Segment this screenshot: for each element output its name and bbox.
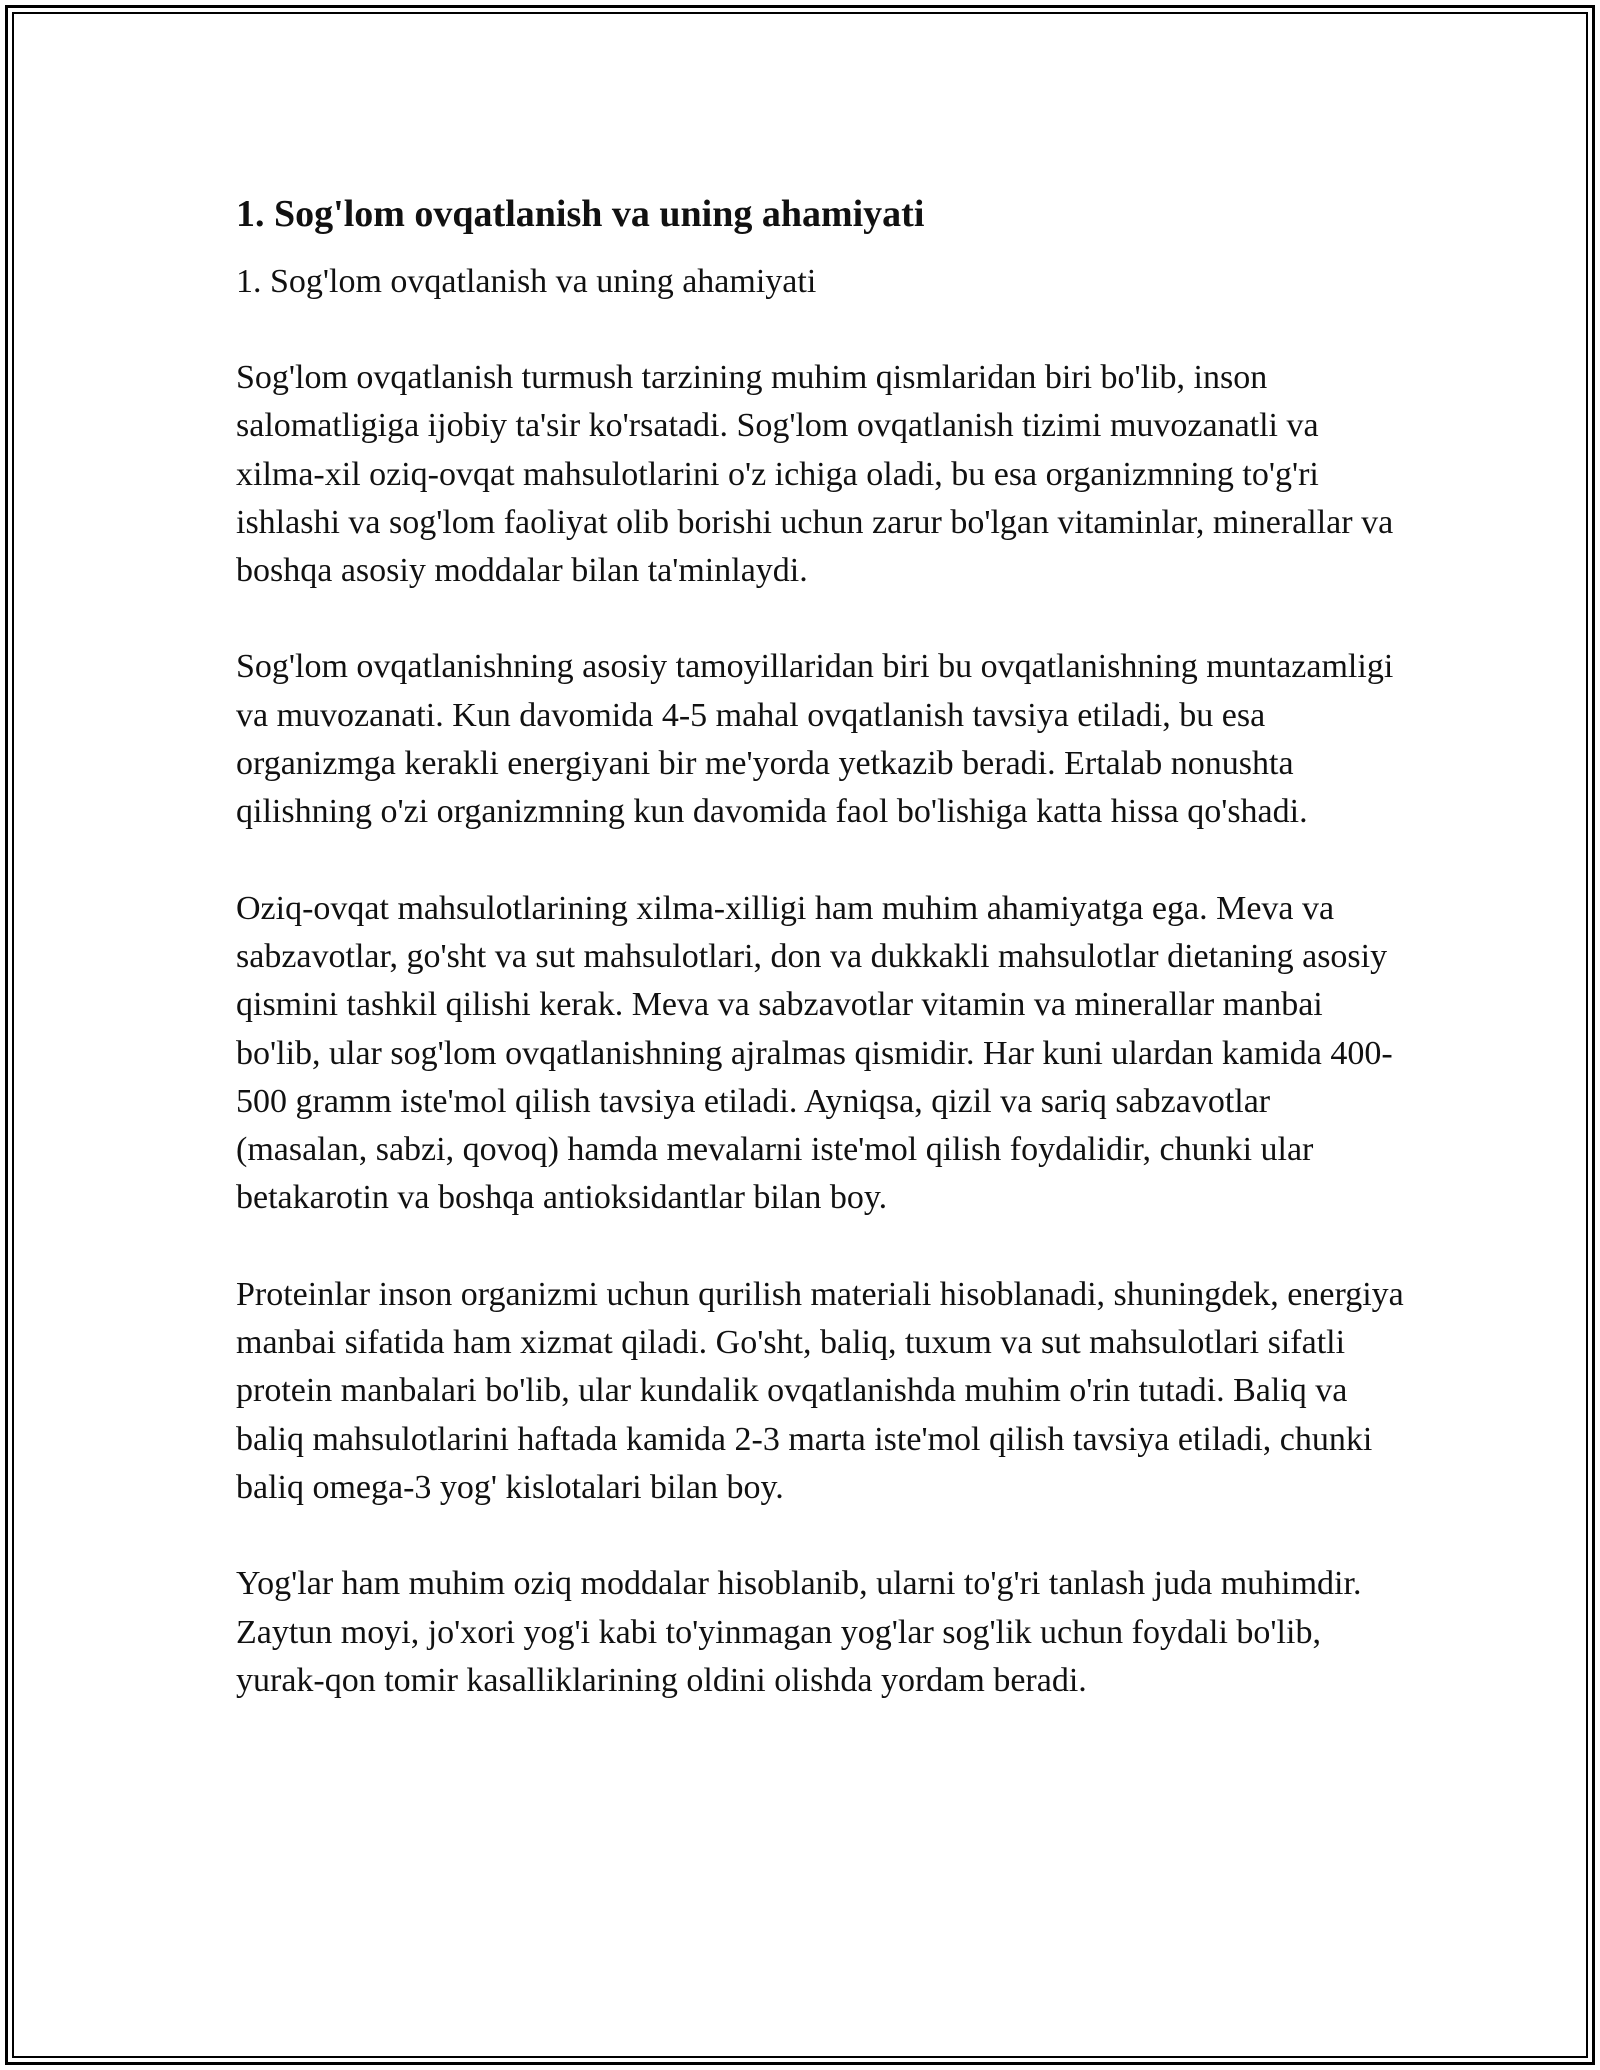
document-subtitle: 1. Sog'lom ovqatlanish va uning ahamiyati	[236, 263, 817, 300]
paragraph-1: Sog'lom ovqatlanish turmush tarzining muhim qismlaridan biri bo'lib, inson salomatligiga ijobiy ta'sir ko'rsatadi. Sog'lom ovqatlanish tizimi muvozanatli va xilma-xil oziq-ovqat mahsulotlarini o'z ichiga oladi, bu esa organizmning to'g'ri ishlashi va sog'lom faoliyat olib borishi uchun zarur bo'lgan vitaminlar, minerallar va boshqa asosiy moddalar bilan ta'minlaydi.	[236, 359, 1394, 590]
document-title: 1. Sog'lom ovqatlanish va uning ahamiyati	[236, 193, 925, 235]
paragraph-3: Oziq-ovqat mahsulotlarining xilma-xilligi ham muhim ahamiyatga ega. Meva va sabzavotlar, go'sht va sut mahsulotlari, don va dukkakli mahsulotlar dietaning asosiy qismini tashkil qilishi kerak. Meva va sabzavotlar vitamin va minerallar manbai bo'lib, ular sog'lom ovqatlanishning ajralmas qismidir. Har kuni ulardan kamida 400-500 gramm iste'mol qilish tavsiya etiladi. Ayniqsa, qizil va sariq sabzavotlar (masalan, sabzi, qovoq) hamda mevalarni iste'mol qilish foydalidir, chunki ular betakarotin va boshqa antioksidantlar bilan boy.	[236, 889, 1393, 1217]
paragraph-4: Proteinlar inson organizmi uchun qurilish materiali hisoblanadi, shuningdek, energiya manbai sifatida ham xizmat qiladi. Go'sht, baliq, tuxum va sut mahsulotlari sifatli protein manbalari bo'lib, ular kundalik ovqatlanishda muhim o'rin tutadi. Baliq va baliq mahsulotlarini haftada kamida 2-3 marta iste'mol qilish tavsiya etiladi, chunki baliq omega-3 yog' kislotalari bilan boy.	[236, 1275, 1404, 1506]
paragraph-5: Yog'lar ham muhim oziq moddalar hisoblanib, ularni to'g'ri tanlash juda muhimdir. Zaytun moyi, jo'xori yog'i kabi to'yinmagan yog'lar sog'lik uchun foydali bo'lib, yurak-qon tomir kasalliklarining oldini olishda yordam beradi.	[236, 1565, 1362, 1699]
paragraph-2: Sog'lom ovqatlanishning asosiy tamoyillaridan biri bu ovqatlanishning muntazamligi va muvozanati. Kun davomida 4-5 mahal ovqatlanish tavsiya etiladi, bu esa organizmga kerakli energiyani bir me'yorda yetkazib beradi. Ertalab nonushta qilishning o'zi organizmning kun davomida faol bo'lishiga katta hissa qo'shadi.	[236, 648, 1394, 831]
document-body	[236, 190, 1406, 1705]
